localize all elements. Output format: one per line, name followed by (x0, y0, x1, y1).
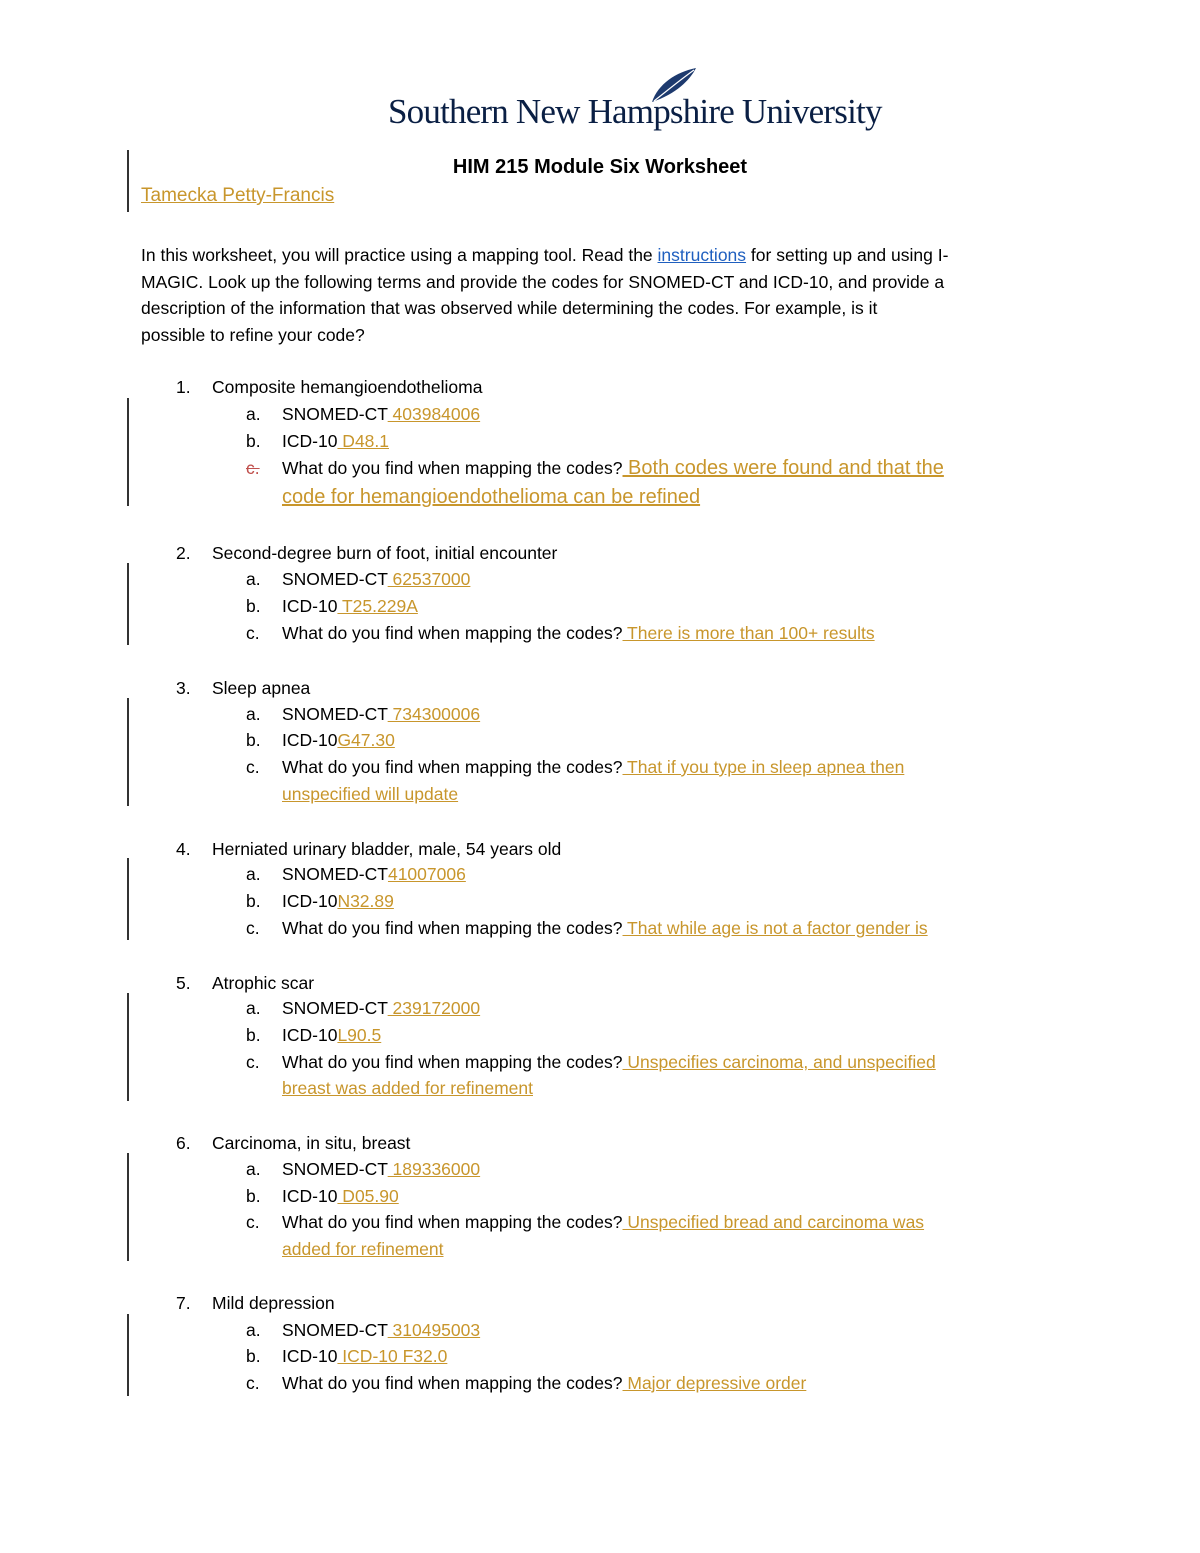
snomed-row (0, 701, 1200, 728)
icd-label: ICD-10 (282, 431, 338, 451)
question-number: 5. (176, 973, 191, 993)
icd-label: ICD-10 (282, 596, 338, 616)
question-item (0, 1130, 1200, 1157)
snomed-row (0, 566, 1200, 593)
question-label: What do you find when mapping the codes? (282, 757, 623, 777)
icd-row (0, 888, 1200, 915)
intro-line-2: MAGIC. Look up the following terms and provide the codes for SNOMED-CT and ICD-10, and provide a (141, 271, 945, 292)
answer-row-cont (0, 484, 1200, 511)
snomed-row (0, 1317, 1200, 1344)
item-letter: c. (246, 623, 260, 643)
question-term: Sleep apnea (212, 678, 311, 698)
item-letter: c. (246, 458, 260, 478)
question-label: What do you find when mapping the codes? (282, 1212, 623, 1232)
snomed-row (0, 1156, 1200, 1183)
snomed-code: 189336000 (387, 1159, 481, 1179)
question-term: Herniated urinary bladder, male, 54 years old (212, 839, 562, 859)
icd-label: ICD-10 (282, 1025, 338, 1045)
answer-row (0, 1370, 1200, 1397)
question-item (0, 675, 1200, 702)
answer-row (0, 1209, 1200, 1236)
icd-code: ICD-10 F32.0 (337, 1346, 448, 1366)
question-term: Mild depression (212, 1293, 335, 1313)
snomed-row (0, 401, 1200, 428)
answer-text: code for hemangioendothelioma can be refined (282, 486, 701, 508)
item-letter: c. (246, 1052, 260, 1072)
answer-text: unspecified will update (282, 784, 459, 804)
item-letter: c. (246, 757, 260, 777)
snomed-label: SNOMED-CT (282, 404, 388, 424)
icd-row (0, 593, 1200, 620)
item-letter: a. (246, 704, 261, 724)
answer-row (0, 754, 1200, 781)
intro-line-4: possible to refine your code? (141, 324, 365, 345)
snomed-code: 41007006 (387, 864, 466, 884)
answer-text: That while age is not a factor gender is (622, 918, 928, 938)
icd-code: L90.5 (337, 1025, 382, 1045)
item-letter: a. (246, 1320, 261, 1340)
item-letter: a. (246, 998, 261, 1018)
icd-label: ICD-10 (282, 1346, 338, 1366)
question-label: What do you find when mapping the codes? (282, 1373, 623, 1393)
answer-row (0, 915, 1200, 942)
snomed-code: 403984006 (387, 404, 481, 424)
question-term: Second-degree burn of foot, initial encounter (212, 543, 558, 563)
snomed-row (0, 995, 1200, 1022)
item-letter: a. (246, 569, 261, 589)
icd-row (0, 727, 1200, 754)
snomed-label: SNOMED-CT (282, 704, 388, 724)
answer-row (0, 1049, 1200, 1076)
intro-line-3: description of the information that was observed while determining the codes. For example, is it (141, 298, 878, 318)
answer-row (0, 620, 1200, 647)
item-letter: b. (246, 1346, 261, 1366)
change-bar (127, 150, 129, 212)
instructions-link[interactable]: instructions (657, 245, 747, 265)
snomed-row (0, 861, 1200, 888)
item-letter: a. (246, 1159, 261, 1179)
item-letter: b. (246, 431, 261, 451)
item-letter: b. (246, 730, 261, 750)
icd-label: ICD-10 (282, 730, 338, 750)
snomed-code: 239172000 (387, 998, 481, 1018)
icd-label: ICD-10 (282, 891, 338, 911)
question-number: 6. (176, 1133, 191, 1153)
item-letter: b. (246, 891, 261, 911)
intro-text: for setting up and using I- (746, 245, 949, 265)
answer-text: Major depressive order (622, 1373, 807, 1393)
answer-row-cont (0, 781, 1200, 808)
snomed-label: SNOMED-CT (282, 1320, 388, 1340)
university-logo (388, 66, 882, 142)
snomed-code: 310495003 (387, 1320, 481, 1340)
icd-code: D48.1 (337, 431, 389, 451)
answer-row-cont (0, 1236, 1200, 1263)
snomed-label: SNOMED-CT (282, 864, 388, 884)
snomed-code: 734300006 (387, 704, 481, 724)
intro-line-1 (141, 242, 1066, 269)
item-letter: c. (246, 1212, 260, 1232)
question-label: What do you find when mapping the codes? (282, 918, 623, 938)
item-letter: b. (246, 596, 261, 616)
logo-text: Southern New Hampshire University (388, 92, 882, 131)
icd-row (0, 1343, 1200, 1370)
answer-text: Unspecifies carcinoma, and unspecified (622, 1052, 936, 1072)
answer-row-cont (0, 1075, 1200, 1102)
item-letter: b. (246, 1186, 261, 1206)
snomed-label: SNOMED-CT (282, 1159, 388, 1179)
snomed-label: SNOMED-CT (282, 569, 388, 589)
question-item (0, 836, 1200, 863)
answer-text: Both codes were found and that the (622, 457, 944, 479)
question-term: Composite hemangioendothelioma (212, 377, 483, 397)
snomed-label: SNOMED-CT (282, 998, 388, 1018)
icd-code: G47.30 (337, 730, 395, 750)
question-item (0, 374, 1200, 401)
item-letter: a. (246, 864, 261, 884)
snomed-code: 62537000 (387, 569, 471, 589)
question-item (0, 970, 1200, 997)
answer-text: Unspecified bread and carcinoma was (622, 1212, 925, 1232)
question-number: 4. (176, 839, 191, 859)
question-number: 7. (176, 1293, 191, 1313)
icd-row (0, 428, 1200, 455)
page-title: HIM 215 Module Six Worksheet (452, 156, 748, 178)
question-number: 1. (176, 377, 191, 397)
question-label: What do you find when mapping the codes? (282, 1052, 623, 1072)
question-term: Carcinoma, in situ, breast (212, 1133, 411, 1153)
icd-code: N32.89 (337, 891, 394, 911)
author-name: Tamecka Petty-Francis (141, 185, 335, 206)
icd-label: ICD-10 (282, 1186, 338, 1206)
answer-text: added for refinement (282, 1239, 444, 1259)
answer-row (0, 455, 1200, 482)
item-letter: a. (246, 404, 261, 424)
answer-text: There is more than 100+ results (622, 623, 875, 643)
item-letter: c. (246, 1373, 260, 1393)
question-term: Atrophic scar (212, 973, 315, 993)
question-item (0, 540, 1200, 567)
item-letter: c. (246, 918, 260, 938)
item-letter: b. (246, 1025, 261, 1045)
icd-code: T25.229A (337, 596, 418, 616)
question-item (0, 1290, 1200, 1317)
intro-text: In this worksheet, you will practice using a mapping tool. Read the (141, 245, 658, 265)
question-number: 2. (176, 543, 191, 563)
question-label: What do you find when mapping the codes? (282, 458, 623, 478)
icd-row (0, 1183, 1200, 1210)
question-number: 3. (176, 678, 191, 698)
answer-text: breast was added for refinement (282, 1078, 533, 1098)
icd-row (0, 1022, 1200, 1049)
icd-code: D05.90 (337, 1186, 399, 1206)
intro-paragraph (141, 242, 1066, 348)
question-label: What do you find when mapping the codes? (282, 623, 623, 643)
answer-text: That if you type in sleep apnea then (622, 757, 905, 777)
